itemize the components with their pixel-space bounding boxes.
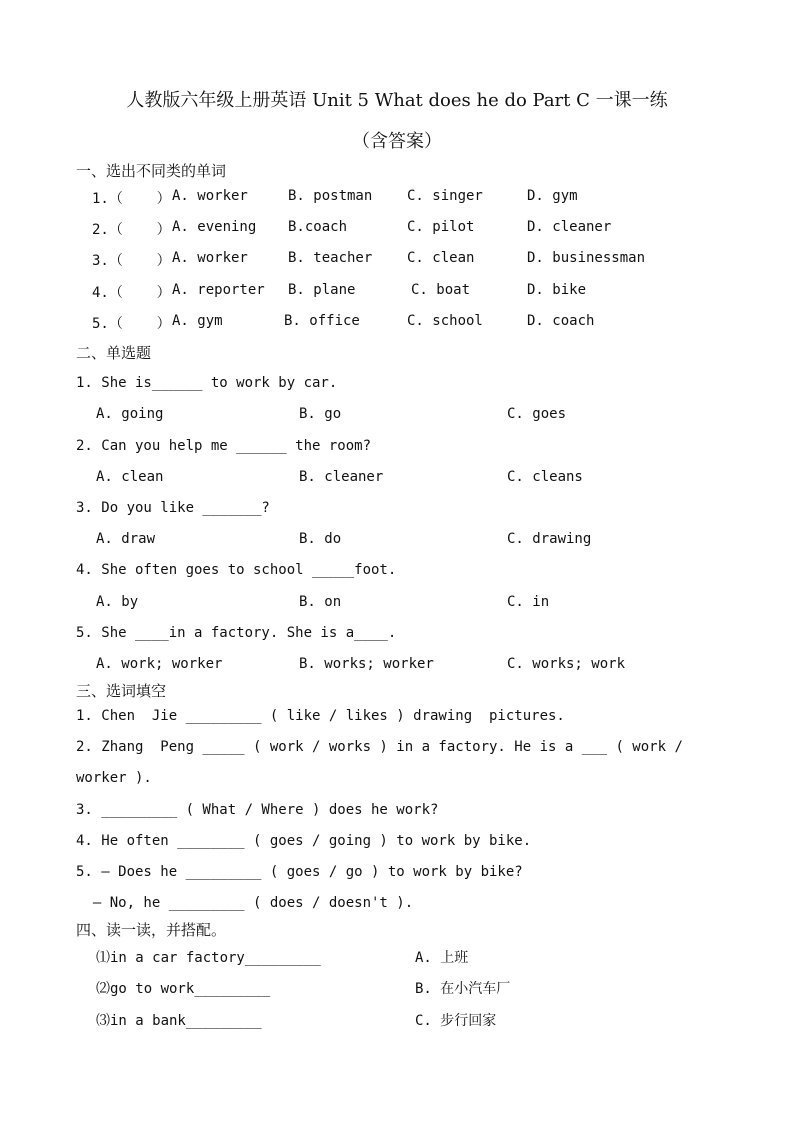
s1-option-c: C. clean bbox=[407, 250, 475, 266]
section-2-heading: 二、单选题 bbox=[76, 344, 152, 362]
s2-question: 5. She ____in a factory. She is a____. bbox=[76, 625, 397, 641]
s3-line: 2. Zhang Peng _____ ( work / works ) in a factory. He is a ___ ( work / bbox=[76, 739, 683, 755]
s1-option-d: D. coach bbox=[527, 313, 595, 329]
s1-row-num: 1.（ ） bbox=[92, 191, 171, 207]
s1-row-num: 5.（ ） bbox=[92, 316, 171, 332]
s1-option-b: B.coach bbox=[288, 219, 348, 235]
s2-option-c: C. cleans bbox=[507, 469, 583, 485]
s2-option-b: B. do bbox=[299, 531, 342, 547]
s2-option-a: A. going bbox=[96, 406, 164, 422]
s1-row-num: 3.（ ） bbox=[92, 253, 171, 269]
s3-line: — No, he _________ ( does / doesn't ). bbox=[76, 895, 414, 911]
s4-left-item: ⑵go to work_________ bbox=[96, 981, 271, 997]
s3-line: 1. Chen Jie _________ ( like / likes ) drawing pictures. bbox=[76, 708, 565, 724]
s2-option-c: C. drawing bbox=[507, 531, 592, 547]
s2-option-b: B. on bbox=[299, 594, 342, 610]
section-1-heading: 一、选出不同类的单词 bbox=[76, 162, 227, 180]
s2-option-b: B. cleaner bbox=[299, 469, 384, 485]
s4-right-item: B. 在小汽车厂 bbox=[415, 981, 511, 997]
s2-option-c: C. goes bbox=[507, 406, 567, 422]
s1-option-b: B. plane bbox=[288, 282, 356, 298]
s2-option-b: B. works; worker bbox=[299, 656, 434, 672]
s1-option-c: C. singer bbox=[407, 188, 483, 204]
s3-line: 5. — Does he _________ ( goes / go ) to work by bike? bbox=[76, 864, 523, 880]
s4-right-item: C. 步行回家 bbox=[415, 1013, 497, 1029]
s2-option-a: A. by bbox=[96, 594, 139, 610]
s1-option-b: B. office bbox=[284, 313, 360, 329]
s1-option-a: A. worker bbox=[172, 188, 248, 204]
s2-option-a: A. draw bbox=[96, 531, 156, 547]
s2-question: 3. Do you like _______? bbox=[76, 500, 270, 516]
s2-option-a: A. clean bbox=[96, 469, 164, 485]
s1-option-d: D. gym bbox=[527, 188, 578, 204]
s2-question: 2. Can you help me ______ the room? bbox=[76, 438, 372, 454]
s3-line: 4. He often ________ ( goes / going ) to work by bike. bbox=[76, 833, 532, 849]
s1-option-c: C. school bbox=[407, 313, 483, 329]
s1-option-a: A. gym bbox=[172, 313, 223, 329]
section-3-heading: 三、选词填空 bbox=[76, 682, 167, 700]
s1-row-num: 2.（ ） bbox=[92, 222, 171, 238]
s2-option-b: B. go bbox=[299, 406, 342, 422]
s1-option-d: D. businessman bbox=[527, 250, 646, 266]
s1-option-a: A. evening bbox=[172, 219, 257, 235]
s1-option-a: A. reporter bbox=[172, 282, 265, 298]
s1-option-c: C. pilot bbox=[407, 219, 475, 235]
s2-question: 1. She is______ to work by car. bbox=[76, 375, 338, 391]
title-line-2: （含答案） bbox=[352, 131, 442, 152]
s2-option-c: C. works; work bbox=[507, 656, 626, 672]
s1-option-b: B. postman bbox=[288, 188, 373, 204]
s2-option-a: A. work; worker bbox=[96, 656, 223, 672]
s4-left-item: ⑶in a bank_________ bbox=[96, 1013, 262, 1029]
s1-option-d: D. bike bbox=[527, 282, 587, 298]
s4-right-item: A. 上班 bbox=[415, 950, 469, 966]
s2-option-c: C. in bbox=[507, 594, 550, 610]
s1-option-c: C. boat bbox=[411, 282, 471, 298]
s1-option-a: A. worker bbox=[172, 250, 248, 266]
s3-line: 3. _________ ( What / Where ) does he work? bbox=[76, 802, 439, 818]
title-line-1: 人教版六年级上册英语 Unit 5 What does he do Part C 一课一练 bbox=[126, 90, 668, 111]
s1-option-d: D. cleaner bbox=[527, 219, 612, 235]
s1-option-b: B. teacher bbox=[288, 250, 373, 266]
s1-row-num: 4.（ ） bbox=[92, 285, 171, 301]
s2-question: 4. She often goes to school _____foot. bbox=[76, 562, 397, 578]
s3-line: worker ). bbox=[76, 770, 152, 786]
section-4-heading: 四、读一读，并搭配。 bbox=[76, 921, 227, 939]
s4-left-item: ⑴in a car factory_________ bbox=[96, 950, 321, 966]
